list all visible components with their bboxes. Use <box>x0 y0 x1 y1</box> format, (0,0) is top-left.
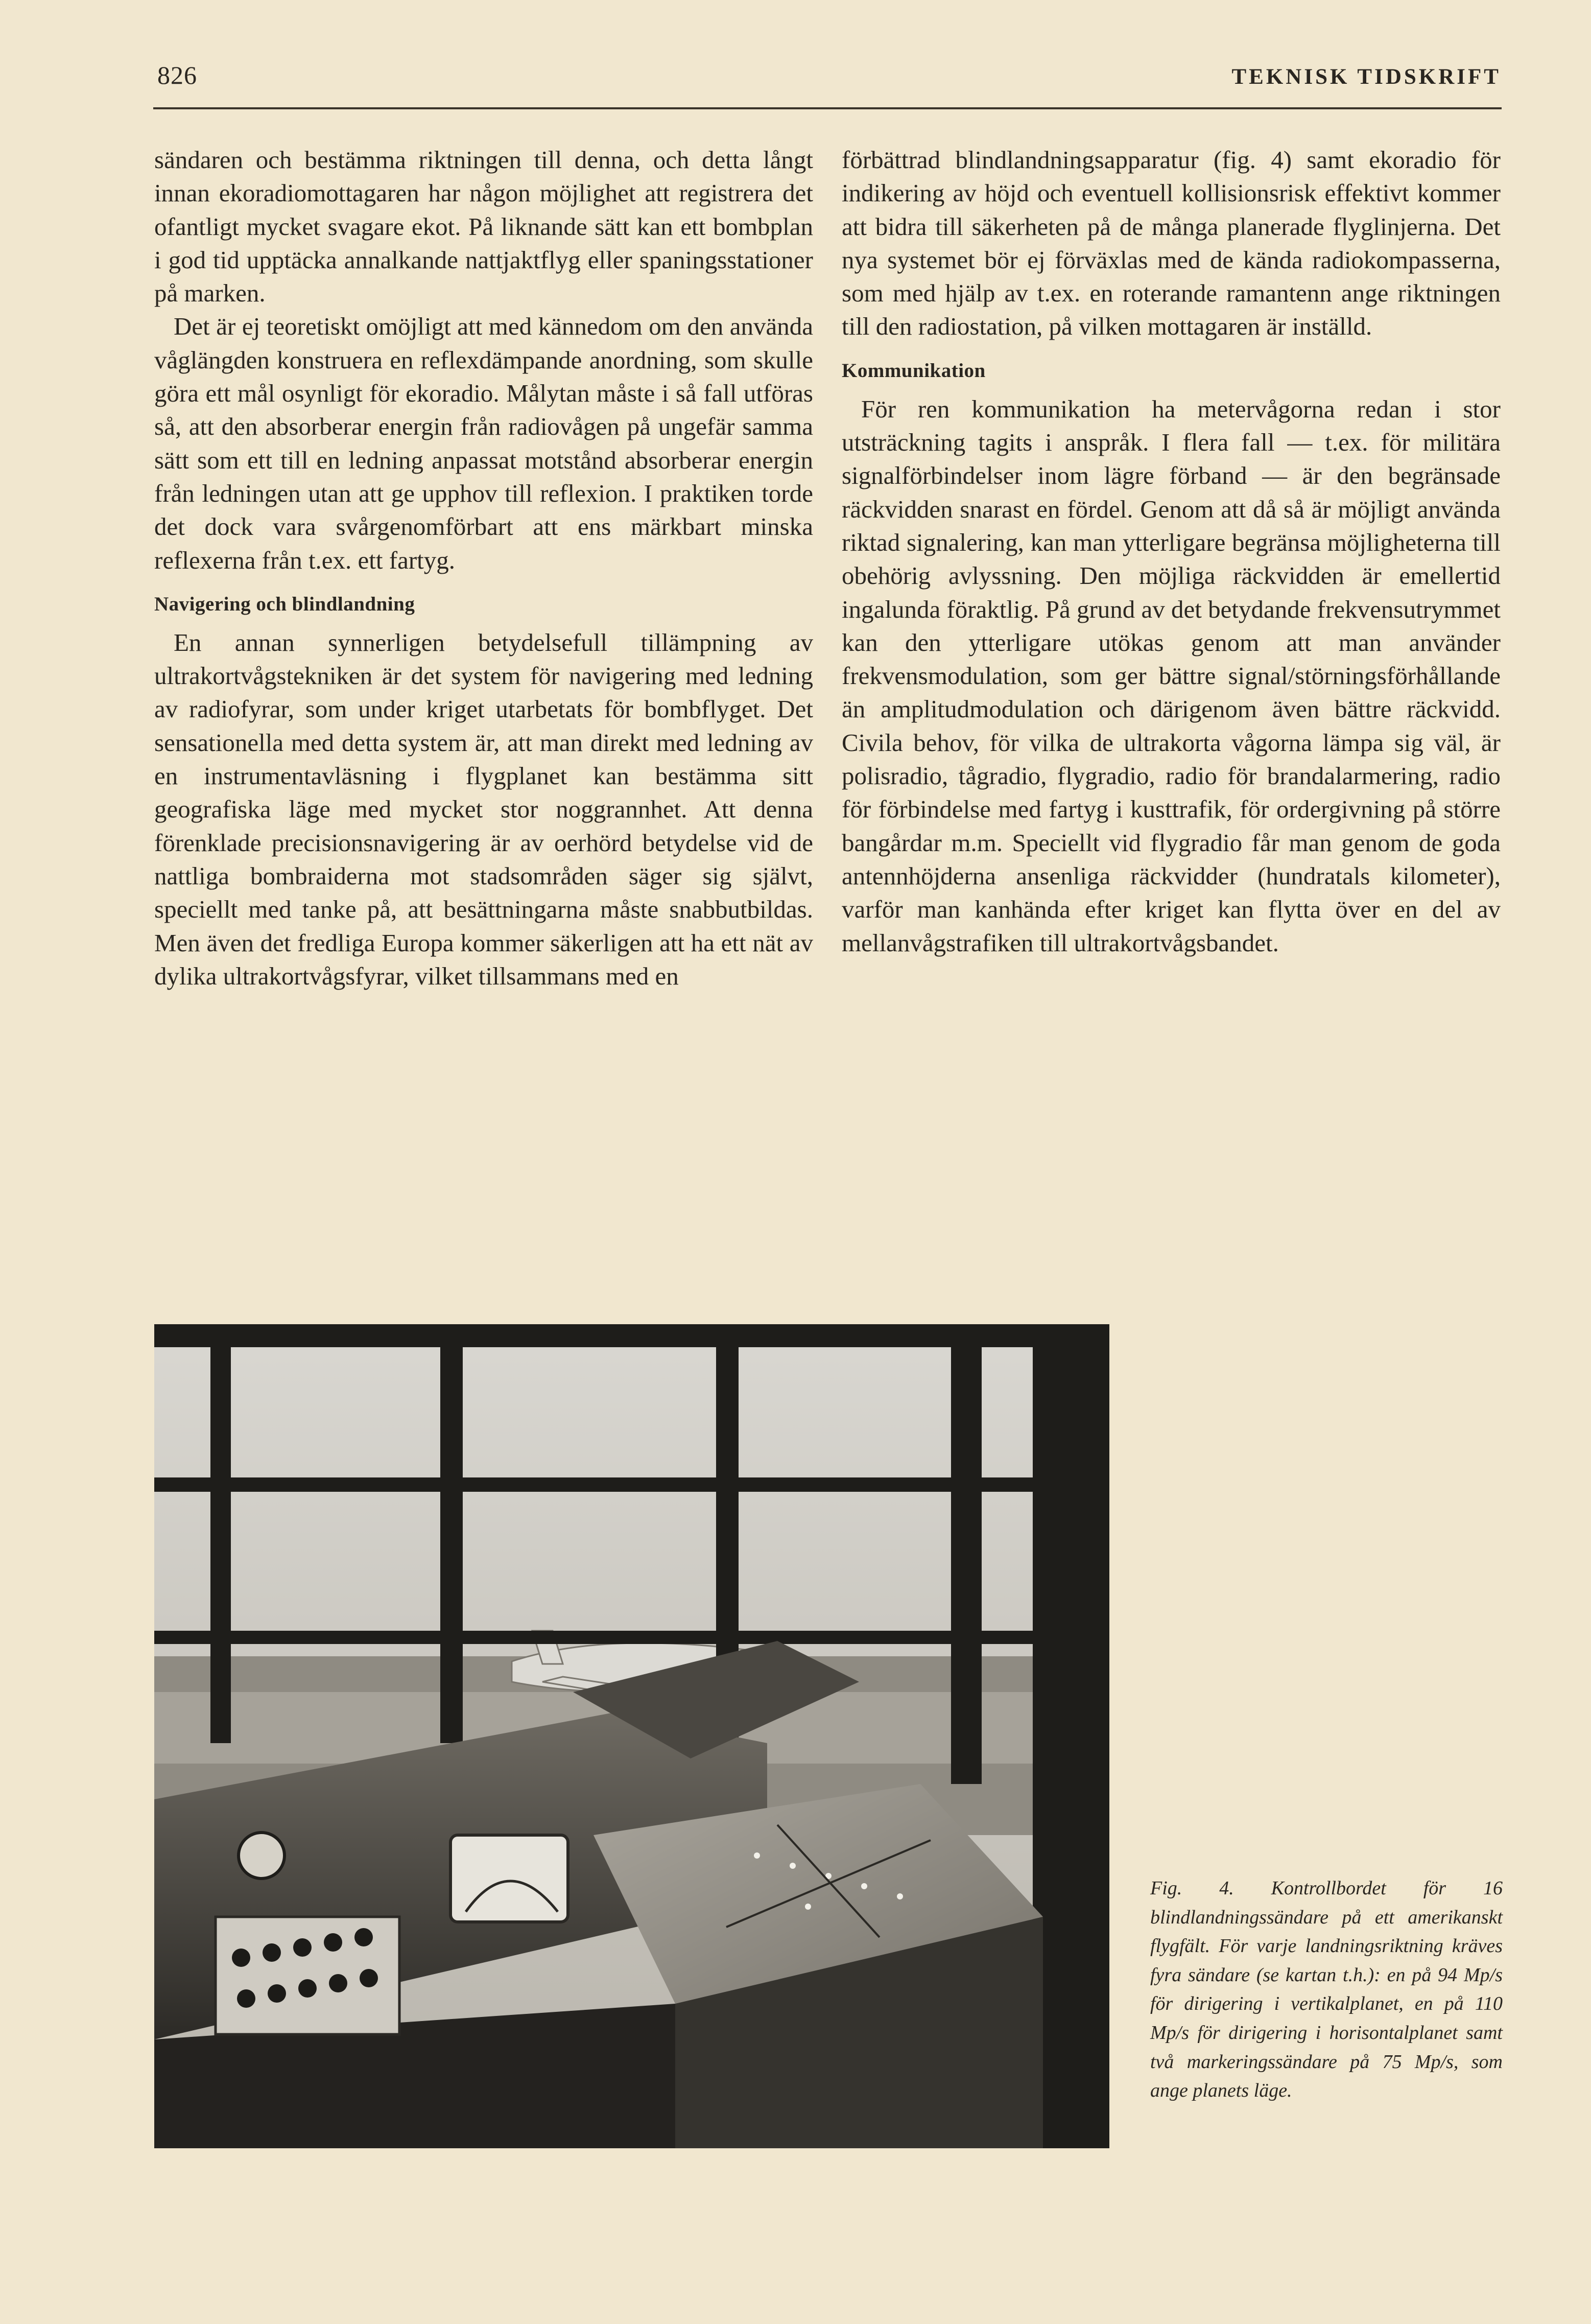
running-title: TEKNISK TIDSKRIFT <box>1231 65 1501 89</box>
left-column <box>154 143 813 993</box>
paragraph: Det är ej teoretiskt omöjligt att med kännedom om den använda våglängden konstruera en reflexdämpande anordning, som skulle göra ett mål osynligt för ekoradio. Målytan måste i så fall utföras så, att den absorberar energin från radiovågen på ungefär samma sätt som ett till en ledning anpassat motstånd absorberar energin från ledningen utan att ge upphov till reflexion. I praktiken torde det dock vara svårgenomförbart att ens märkbart minska reflexerna från t.ex. ett fartyg. <box>154 312 813 574</box>
photo-control-tower-icon <box>154 1324 1109 2148</box>
section-heading-kommunikation: Kommunikation <box>842 359 986 382</box>
page-number: 826 <box>157 61 197 89</box>
figure-caption: Fig. 4. Kontrollbordet för 16 blindlandningssändare på ett amerikanskt flygfält. För varje landningsriktning kräves fyra sändare (se kartan t.h.): en på 94 Mp/s för dirigering i vertikalplanet, en på 110 Mp/s för dirigering i horisontalplanet samt två markeringssändare på 75 Mp/s, som ange planets läge. <box>1150 1877 1503 2102</box>
paragraph: För ren kommunikation ha metervågorna redan i stor utsträckning tagits i anspråk. I flera fall — t.ex. för militära signalförbindelser inom lägre förband — är den begränsade räckvidden snarast en fördel. Genom att då så är möjligt använda riktad signalering, kan man ytterligare begränsa möjligheterna till obehörig avlyssning. Den möjliga räckvidden är emellertid ingalunda föraktlig. På grund av det betydande frekvensutrymmet kan den ytterligare utökas genom att man använder frekvensmodulation, som ger bättre signal/störningsförhållande än amplitudmodulation och därigenom även bättre räckvidd. Civila behov, för vilka de ultrakorta vågorna lämpa sig väl, är polisradio, tågradio, flygradio, radio för brandalarmering, radio för förbindelse med fartyg i kusttrafik, för ordergivning på större bangårdar m.m. Speciellt vid flygradio får man genom de goda antennhöjderna ansenliga räckvidder (hundratals kilometer), varför man kanhända efter kriget kan flytta över en del av mellanvågstrafiken till ultrakortvågsbandet. <box>842 394 1501 957</box>
paragraph: sändaren och bestämma riktningen till denna, och detta långt innan ekoradiomottagaren har någon möjlighet att registrera det ofantligt mycket svagare ekot. På liknande sätt kan ett bombplan i god tid upptäcka annalkande nattjaktflyg eller spaningsstationer på marken. <box>154 146 813 308</box>
section-heading-navigering: Navigering och blindlandning <box>154 593 415 615</box>
paragraph: En annan synnerligen betydelsefull tillämpning av ultrakortvågstekniken är det system för navigering med ledning av radiofyrar, som under kriget utarbetats för bombflyget. Det sensationella med detta system är, att man direkt med ledning av en instrumentavläsning i flygplanet kan bestämma sitt geografiska läge med mycket stor noggrannhet. Att denna förenklade precisionsnavigering är av oerhörd betydelse vid de nattliga bombraiderna mot stadsområden säger sig självt, speciellt med tanke på, att besättningarna måste snabbutbildas. Men även det fredliga Europa kommer säkerligen att ha ett nät av dylika ultrakortvågsfyrar, vilket tillsammans med en <box>154 628 813 990</box>
header-rule <box>153 107 1502 109</box>
figure-photo <box>154 1324 1109 2148</box>
right-column <box>842 143 1501 959</box>
paragraph: förbättrad blindlandningsapparatur (fig. 4) samt ekoradio för indikering av höjd och eventuell kollisionsrisk effektivt kommer att bidra till säkerheten på de många planerade flyglinjerna. Det nya systemet bör ej förväxlas med de kända radiokompasserna, som med hjälp av t.ex. en roterande ramantenn ange riktningen till den radiostation, på vilken mottagaren är inställd. <box>842 146 1501 341</box>
